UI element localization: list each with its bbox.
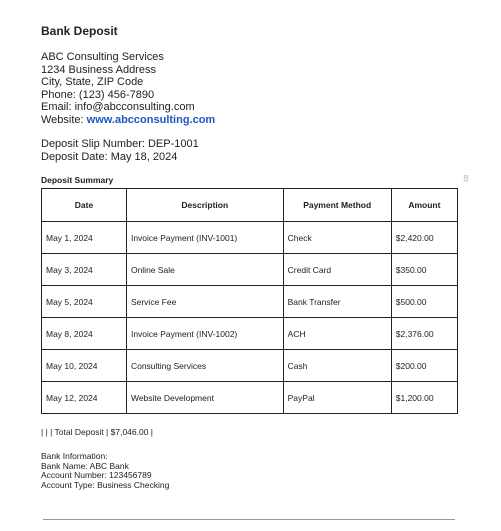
table-row bbox=[42, 350, 458, 382]
company-phone: Phone: (123) 456-7890 bbox=[41, 88, 155, 101]
table-row bbox=[42, 382, 458, 414]
cell-description: Invoice Payment (INV-1001) bbox=[126, 222, 283, 254]
bank-account-number: Account Number: 123456789 bbox=[41, 470, 152, 480]
cell-payment-method: PayPal bbox=[283, 382, 391, 414]
table-row bbox=[42, 286, 458, 318]
website-label: Website: bbox=[41, 113, 87, 126]
deposit-details bbox=[41, 138, 461, 163]
column-header-description: Description bbox=[126, 189, 283, 222]
company-info bbox=[41, 51, 461, 126]
company-city-line: City, State, ZIP Code bbox=[41, 76, 144, 88]
table-row bbox=[42, 318, 458, 350]
cell-payment-method: Cash bbox=[283, 350, 391, 382]
company-name: ABC Consulting Services bbox=[41, 51, 164, 63]
cell-date: May 10, 2024 bbox=[42, 350, 127, 382]
page-title: Bank Deposit bbox=[41, 24, 118, 38]
company-email: Email: info@abcconsulting.com bbox=[41, 101, 195, 113]
bank-information bbox=[41, 452, 461, 490]
cell-date: May 3, 2024 bbox=[42, 254, 127, 286]
cell-description: Online Sale bbox=[126, 254, 283, 286]
bank-info-heading: Bank Information: bbox=[41, 451, 108, 461]
cell-payment-method: ACH bbox=[283, 318, 391, 350]
cell-amount: $350.00 bbox=[391, 254, 457, 286]
deposit-summary-title: Deposit Summary bbox=[41, 175, 114, 185]
cell-amount: $2,420.00 bbox=[391, 222, 457, 254]
cell-payment-method: Check bbox=[283, 222, 391, 254]
website-link[interactable]: www.abcconsulting.com bbox=[86, 113, 216, 126]
cell-amount: $1,200.00 bbox=[391, 382, 457, 414]
column-header-amount: Amount bbox=[391, 189, 457, 222]
table-header-row bbox=[42, 189, 458, 222]
deposit-slip-number: Deposit Slip Number: DEP-1001 bbox=[41, 138, 199, 150]
cell-payment-method: Credit Card bbox=[283, 254, 391, 286]
document-page bbox=[41, 24, 470, 490]
cell-amount: $500.00 bbox=[391, 286, 457, 318]
company-address: 1234 Business Address bbox=[41, 63, 156, 76]
cell-description: Website Development bbox=[126, 382, 283, 414]
cell-date: May 12, 2024 bbox=[42, 382, 127, 414]
deposit-date: Deposit Date: May 18, 2024 bbox=[41, 150, 178, 163]
table-row bbox=[42, 222, 458, 254]
bank-account-type: Account Type: Business Checking bbox=[41, 479, 170, 490]
table-row bbox=[42, 254, 458, 286]
cell-description: Invoice Payment (INV-1002) bbox=[126, 318, 283, 350]
drag-handle-icon[interactable]: ⠿ bbox=[462, 174, 470, 184]
cell-date: May 5, 2024 bbox=[42, 286, 127, 318]
deposit-summary-heading bbox=[41, 174, 470, 185]
deposit-summary-table bbox=[41, 188, 458, 414]
cell-amount: $2,376.00 bbox=[391, 318, 457, 350]
cell-payment-method: Bank Transfer bbox=[283, 286, 391, 318]
cell-amount: $200.00 bbox=[391, 350, 457, 382]
total-deposit-line: | | | Total Deposit | $7,046.00 | bbox=[41, 427, 154, 437]
page-divider bbox=[43, 519, 455, 520]
company-website bbox=[41, 114, 461, 127]
cell-description: Consulting Services bbox=[126, 350, 283, 382]
column-header-payment-method: Payment Method bbox=[283, 189, 391, 222]
column-header-date: Date bbox=[42, 189, 127, 222]
cell-date: May 8, 2024 bbox=[42, 318, 127, 350]
cell-description: Service Fee bbox=[126, 286, 283, 318]
cell-date: May 1, 2024 bbox=[42, 222, 127, 254]
bank-name: Bank Name: ABC Bank bbox=[41, 460, 129, 471]
